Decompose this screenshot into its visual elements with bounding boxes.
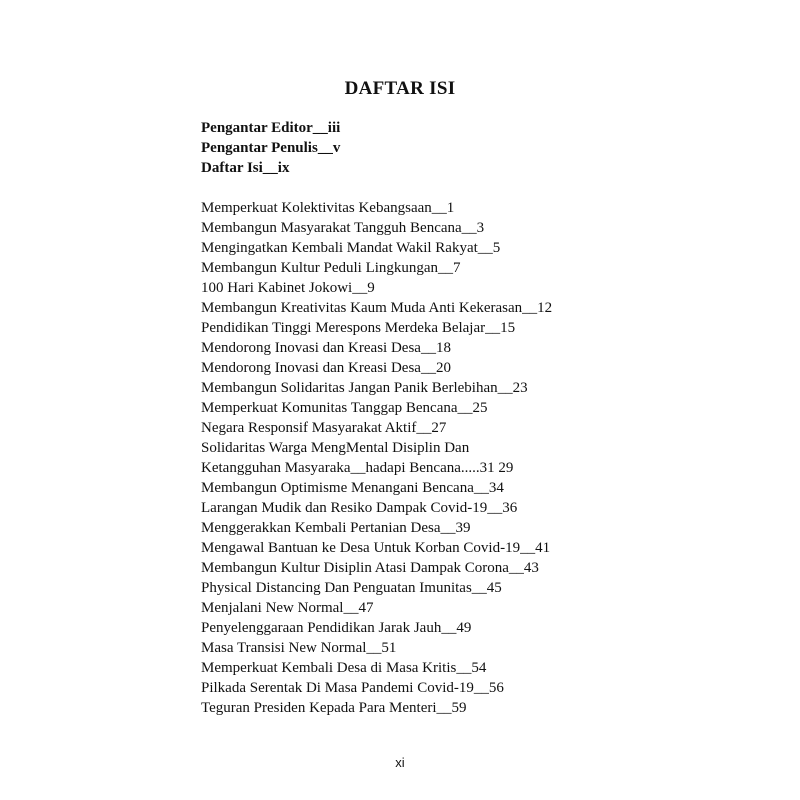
toc-entry: 100 Hari Kabinet Jokowi__9: [201, 280, 375, 296]
toc-entry: Physical Distancing Dan Penguatan Imunitas__45: [201, 580, 502, 596]
toc-list: [201, 198, 552, 718]
toc-entry: Membangun Kreativitas Kaum Muda Anti Kekerasan__12: [201, 300, 553, 316]
front-matter-item: Daftar Isi__ix: [201, 160, 290, 176]
toc-entry: Memperkuat Kembali Desa di Masa Kritis__54: [201, 660, 487, 676]
toc-entry: Larangan Mudik dan Resiko Dampak Covid-19__36: [201, 500, 518, 516]
toc-entry: Mendorong Inovasi dan Kreasi Desa__20: [201, 360, 451, 376]
toc-entry: Menjalani New Normal__47: [201, 600, 374, 616]
toc-entry: Ketangguhan Masyaraka__hadapi Bencana.....31 29: [201, 460, 514, 476]
page-number: xi: [395, 755, 405, 770]
toc-entry: Membangun Solidaritas Jangan Panik Berlebihan__23: [201, 380, 528, 396]
toc-entry: Pilkada Serentak Di Masa Pandemi Covid-19__56: [201, 680, 504, 696]
toc-entry: Mengawal Bantuan ke Desa Untuk Korban Covid-19__41: [201, 540, 551, 556]
toc-entry: Solidaritas Warga MengMental Disiplin Dan: [201, 440, 470, 456]
toc-entry: Memperkuat Komunitas Tanggap Bencana__25: [201, 400, 488, 416]
toc-entry: Penyelenggaraan Pendidikan Jarak Jauh__49: [201, 620, 472, 636]
toc-entry: Mengingatkan Kembali Mandat Wakil Rakyat__5: [201, 240, 501, 256]
front-matter-item: Pengantar Penulis__v: [201, 140, 341, 156]
toc-entry: Menggerakkan Kembali Pertanian Desa__39: [201, 520, 471, 536]
toc-entry: Membangun Kultur Disiplin Atasi Dampak Corona__43: [201, 560, 539, 576]
toc-entry: Memperkuat Kolektivitas Kebangsaan__1: [201, 200, 455, 216]
toc-entry: Mendorong Inovasi dan Kreasi Desa__18: [201, 340, 451, 356]
toc-entry: Pendidikan Tinggi Merespons Merdeka Belajar__15: [201, 320, 516, 336]
toc-entry: Membangun Kultur Peduli Lingkungan__7: [201, 260, 461, 276]
front-matter-item: Pengantar Editor__iii: [201, 120, 341, 136]
page-title: DAFTAR ISI: [344, 78, 456, 99]
toc-entry: Masa Transisi New Normal__51: [201, 640, 397, 656]
toc-entry: Teguran Presiden Kepada Para Menteri__59: [201, 700, 467, 716]
front-matter-list: [201, 118, 340, 178]
toc-entry: Membangun Optimisme Menangani Bencana__34: [201, 480, 504, 496]
toc-entry: Negara Responsif Masyarakat Aktif__27: [201, 420, 447, 436]
toc-entry: Membangun Masyarakat Tangguh Bencana__3: [201, 220, 485, 236]
